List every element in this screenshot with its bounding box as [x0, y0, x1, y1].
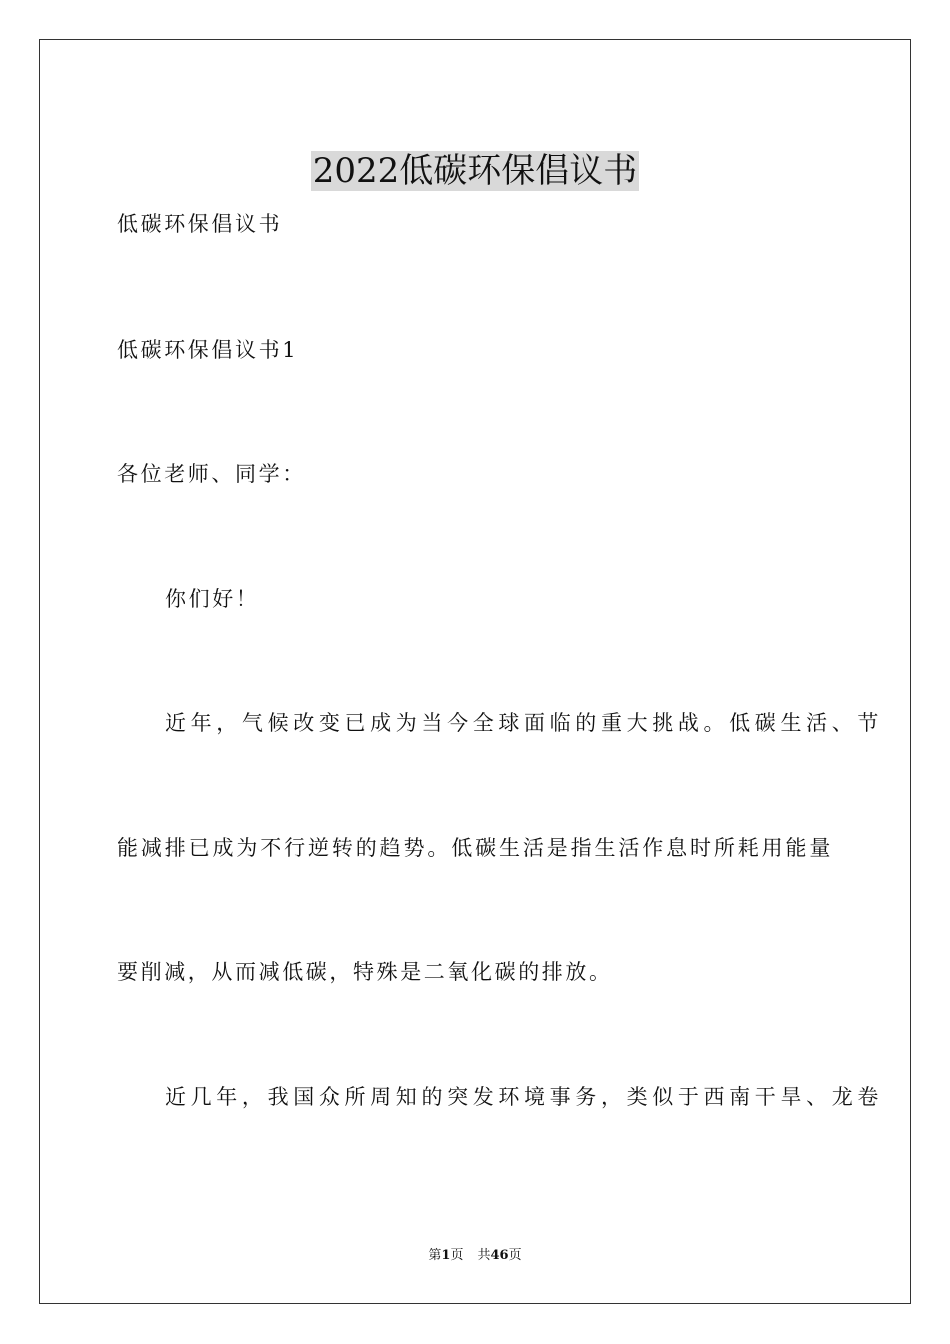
paragraph-body-line: 能减排已成为不行逆转的趋势。低碳生活是指生活作息时所耗用能量 — [117, 836, 833, 860]
document-title-text: 2022低碳环保倡议书 — [312, 150, 638, 191]
page-footer — [0, 1247, 950, 1265]
document-title — [0, 149, 950, 193]
paragraph-subtitle: 低碳环保倡议书 — [117, 212, 283, 236]
paragraph-greeting: 你们好！ — [165, 587, 260, 611]
paragraph-salutation: 各位老师、同学： — [117, 462, 306, 486]
paragraph-body-line: 要削减，从而减低碳，特殊是二氧化碳的排放。 — [117, 960, 613, 984]
footer-total-suffix: 页 — [508, 1248, 522, 1263]
paragraph-body-line: 近几年，我国众所周知的突发环境事务，类似于西南干旱、龙卷 — [165, 1085, 881, 1109]
footer-total-prefix: 共 — [477, 1248, 491, 1263]
paragraph-heading-1: 低碳环保倡议书1 — [117, 338, 299, 362]
footer-page-suffix: 页 — [450, 1248, 464, 1263]
footer-page-prefix: 第 — [428, 1248, 442, 1263]
paragraph-body-line: 近年，气候改变已成为当今全球面临的重大挑战。低碳生活、节 — [165, 711, 881, 735]
footer-page-number: 1 — [441, 1248, 451, 1263]
footer-total-pages: 46 — [490, 1248, 509, 1263]
